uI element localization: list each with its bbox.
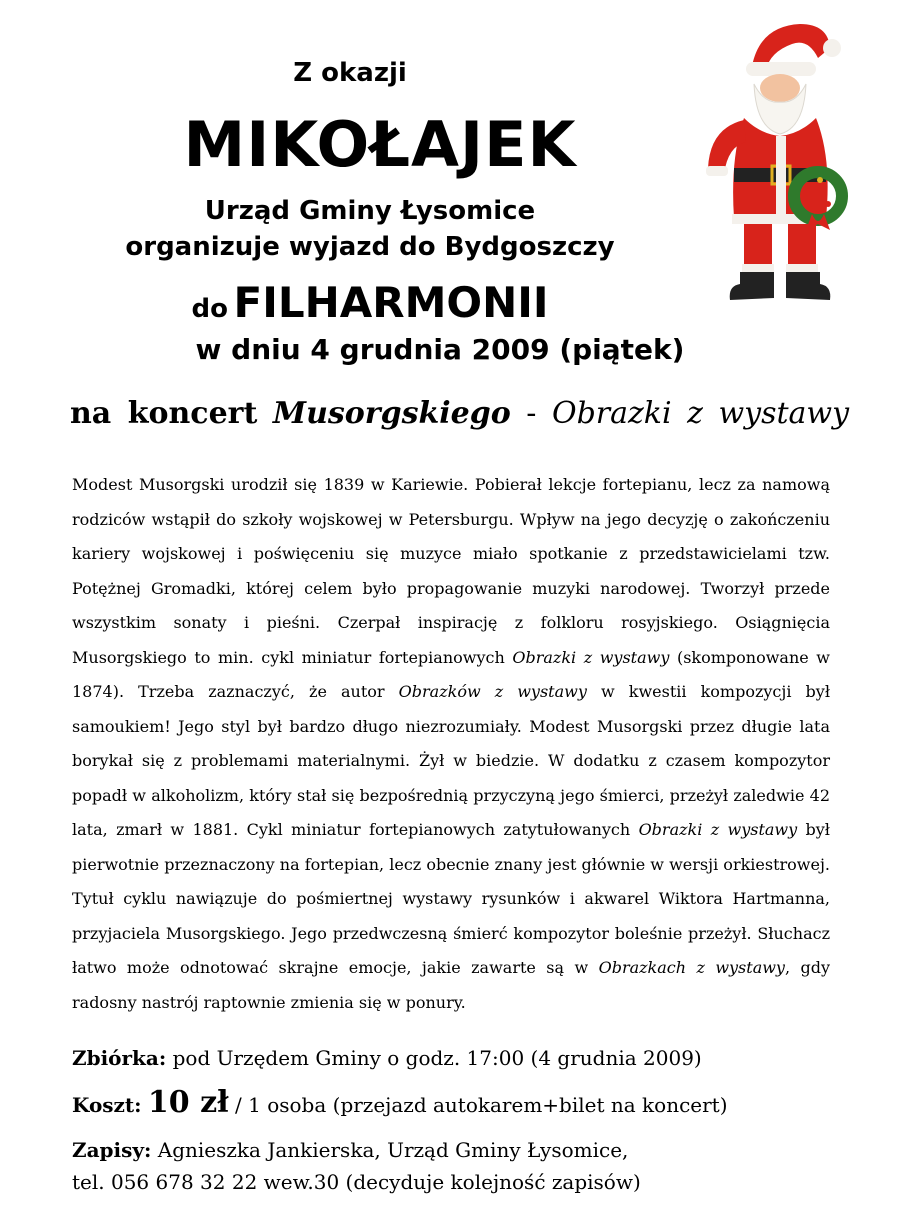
registration-contact: tel. 056 678 32 22 wew.30 (decyduje kolejność zapisów) <box>72 1170 641 1194</box>
meeting-label: Zbiórka: <box>72 1046 167 1070</box>
concert-dash: - <box>526 396 537 431</box>
bio-italic-2: Obrazków z wystawy <box>398 682 587 701</box>
registration-label: Zapisy: <box>72 1138 152 1162</box>
concert-composer: Musorgskiego <box>272 396 511 431</box>
registration <box>72 1138 832 1162</box>
cost <box>72 1085 832 1120</box>
date-line: w dniu 4 grudnia 2009 (piątek) <box>195 333 685 366</box>
title-line-occasion: Z okazji <box>293 58 407 88</box>
title-mikolajek: MIKOŁAJEK <box>183 108 577 181</box>
organizer-line: Urząd Gminy Łysomice <box>204 196 536 226</box>
santa-claus-icon <box>700 18 860 308</box>
bio-part-4: był pierwotnie przeznaczony na fortepian, lecz obecnie znany jest głównie w wersji orkiestrowej. Tytuł cyklu nawiązuje do pośmiertnej wystawy rysunków i akwarel Wiktora Hartmanna, przyjaciela Musorgskiego. Jego przedwczesną śmierć kompozytor boleśnie przeżył. Słuchacz łatwo może odnotować skrajne emocje, jakie zawarte są w <box>72 820 830 977</box>
bio-part-2: (skomponowane w 1874). Trzeba zaznaczyć, że autor <box>72 647 830 701</box>
composer-biography <box>72 468 830 1020</box>
destination-prefix: do <box>191 294 228 324</box>
concert-line <box>70 396 850 431</box>
bio-part-3: w kwestii kompozycji był samoukiem! Jego styl był bardzo długo niezrozumiały. Modest Musorgski przez długie lata borykał się z problemami materialnymi. Żył w biedzie. W dodatku z czasem kompozytor popadł w alkoholizm, który stał się bezpośrednią przyczyną jego śmierci, przeżył zaledwie 42 lata, zmarł w 1881. Cykl miniatur fortepianowych zatytułowanych <box>72 682 831 839</box>
destination-line <box>0 278 740 327</box>
registration-value: Agnieszka Jankierska, Urząd Gminy Łysomice, <box>157 1138 629 1162</box>
concert-prefix: na koncert <box>70 396 258 431</box>
meeting-value: pod Urzędem Gminy o godz. 17:00 (4 grudnia 2009) <box>172 1046 702 1070</box>
bio-italic-1: Obrazki z wystawy <box>512 647 670 667</box>
cost-value: / 1 osoba (przejazd autokarem+bilet na koncert) <box>235 1093 728 1117</box>
meeting-point <box>72 1046 832 1070</box>
trip-line: organizuje wyjazd do Bydgoszczy <box>125 232 615 262</box>
cost-label: Koszt: <box>72 1093 142 1117</box>
bio-italic-4: Obrazkach z wystawy <box>598 958 785 977</box>
destination-main: FILHARMONII <box>233 278 549 327</box>
cost-price: 10 zł <box>147 1085 229 1120</box>
bio-part-5: , gdy radosny nastrój raptownie zmienia się w ponury. <box>72 958 830 1012</box>
bio-italic-3: Obrazki z wystawy <box>638 820 798 839</box>
bio-part-1: Modest Musorgski urodził się 1839 w Kariewie. Pobierał lekcje fortepianu, lecz za namową rodziców wstąpił do szkoły wojskowej w Petersburgu. Wpływ na jego decyzję o zakończeniu kariery wojskowej i poświęceniu się muzyce miało spotkanie z przedstawicielami tzw. Potężnej Gromadki, której celem było propagowanie muzyki narodowej. Tworzył przede wszystkim sonaty i pieśni. Czerpał inspirację z folkloru rosyjskiego. Osiągnięcia Musorgskiego to min. cykl miniatur fortepianowych <box>72 475 830 667</box>
concert-work: Obrazki z wystawy <box>551 396 850 431</box>
